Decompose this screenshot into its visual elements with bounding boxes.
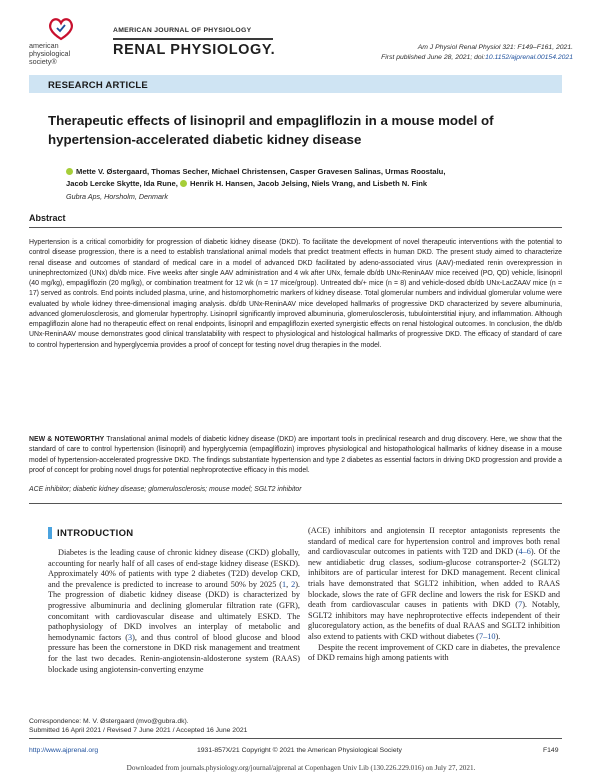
- author-list: [66, 166, 556, 190]
- reference-link[interactable]: 4–6: [518, 547, 531, 557]
- text-run: ). The progression of diabetic kidney disease (DKD) is characterized by progressive albuminuria and declining glomerular filtration rate (GFR), concomitant with cardiovascular disease and ultimately ESKD. The pathophysiology of DKD involves an interplay of metabolic and hemodynamic factors (: [48, 579, 300, 642]
- reference-link[interactable]: 2: [291, 579, 296, 589]
- keywords: ACE inhibitor; diabetic kidney disease; glomerulosclerosis; mouse model; SGLT2 inhibitor: [29, 486, 302, 493]
- article-title: Therapeutic effects of lisinopril and empagliflozin in a mouse model of hypertension-accelerated diabetic kidney disease: [48, 113, 494, 147]
- published-line: [313, 53, 573, 63]
- author-line-1: [66, 166, 556, 178]
- copyright: 1931-857X/21 Copyright © 2021 the American Physiological Society: [197, 747, 402, 754]
- new-noteworthy-text: Translational animal models of diabetic kidney disease (DKD) are important tools in preclinical research and drug discovery. Here, we show that the standard of care to control hypertension (lisinopril) and hyperglycemia (empagliflozin) improves physiological and histopathological hallmarks of kidney disease in a mouse model of hypertension-accelerated progressive DKD. The findings substantiate hypertension and type 2 diabetes as essential factors in driving DKD progression and provide a proof of concept for probing novel drugs for potential nephroprotective efficacy in this model.: [29, 436, 563, 474]
- text-run: Diabetes is the leading cause of chronic kidney disease (CKD) globally, accounting for nearly half of all cases of end-stage kidney disease (ESKD). Approximately 40% of patients with type 2 diabetes (T2D) develop CKD, and the prevalence is predicted to increase to around 50% by 2025 (: [48, 548, 300, 589]
- doi-link[interactable]: 10.1152/ajprenal.00154.2021: [485, 54, 573, 61]
- text-run: ), and thus control of blood glucose and blood pressure has been the cornerstone in DKD risk management and treatment for the last two decades. Renin-angiotensin-aldosterone system (RAAS) blockade using angiotensin-converting enzyme: [48, 632, 300, 674]
- society-name-line: physiological: [29, 49, 71, 59]
- new-noteworthy-label: NEW & NOTEWORTHY: [29, 436, 105, 443]
- abstract-bottom-rule: [29, 503, 562, 504]
- correspondence: Correspondence: M. V. Østergaard (mvo@gubra.dk).: [29, 718, 189, 725]
- reference-link[interactable]: 7–10: [478, 631, 496, 641]
- author-line-2b-text: Henrik H. Hansen, Jacob Jelsing, Niels Vrang, and Lisbeth N. Fink: [189, 179, 428, 188]
- society-name-line: society®: [29, 57, 57, 67]
- author-line-2: [66, 178, 556, 190]
- footer-rule: [29, 738, 562, 739]
- intro-heading: INTRODUCTION: [57, 528, 134, 539]
- author-line-1-text: Mette V. Østergaard, Thomas Secher, Michael Christensen, Casper Gravesen Salinas, Urmas Roostalu,: [76, 167, 446, 176]
- abstract-top-rule: [29, 227, 562, 228]
- intro-paragraph: [308, 526, 560, 643]
- reference-link[interactable]: 3: [128, 632, 133, 642]
- society-name: [29, 42, 91, 67]
- citation-line: Am J Physiol Renal Physiol 321: F149–F161, 2021.: [417, 44, 573, 51]
- journal-divider: [113, 38, 273, 40]
- article-type-label: RESEARCH ARTICLE: [48, 80, 148, 91]
- reference-link[interactable]: 7: [518, 600, 523, 610]
- text-run: ). Notably, SGLT2 inhibitors may have nephroprotective effects independent of their glucoregulatory action, as the benefits of dual RAAS and SGLT2 inhibition also extend to patients with CKD without diabetes (: [308, 600, 560, 641]
- new-noteworthy: [29, 435, 562, 476]
- page-number: F149: [543, 747, 559, 754]
- journal-name: RENAL PHYSIOLOGY.: [113, 42, 276, 58]
- society-name-line: american: [29, 41, 59, 50]
- citation-block: [313, 43, 573, 63]
- published-prefix: First published June 28, 2021; doi:: [381, 54, 486, 61]
- journal-url-link[interactable]: http://www.ajprenal.org: [29, 747, 99, 754]
- submission-dates: Submitted 16 April 2021 / Revised 7 June 2021 / Accepted 16 June 2021: [29, 727, 248, 735]
- intro-paragraph: Despite the recent improvement of CKD care in diabetes, the prevalence of DKD remains high among patients with: [308, 642, 560, 663]
- download-notice: Downloaded from journals.physiology.org/journal/ajprenal at Copenhagen Univ Lib (130.226.229.016) on July 27, 2021.: [126, 764, 476, 772]
- text-run: ).: [495, 631, 501, 641]
- intro-paragraph: [48, 548, 300, 675]
- section-marker: [48, 527, 52, 539]
- body-column-right: [308, 526, 560, 664]
- text-run: ). Of the new antidiabetic drug classes, sodium-glucose cotransporter-2 (SGLT2) inhibitors are of particular interest for DKD management. Recent clinical trials have demonstrated that SGLT2 inhibition, when added to RAAS blockade, slows the rate of GFR decline and lowers the risk for ESKD and death from cardiovascular causes in patients with DKD (: [308, 547, 560, 610]
- author-line-2a-text: Jacob Lercke Skytte, Ida Rune,: [66, 179, 178, 188]
- affiliation: Gubra Aps, Horsholm, Denmark: [66, 192, 168, 201]
- correspondence-block: [29, 717, 247, 735]
- body-column-left: [48, 548, 300, 675]
- journal-name-small: AMERICAN JOURNAL OF PHYSIOLOGY: [113, 27, 252, 34]
- text-run: ,: [286, 579, 292, 589]
- aps-logo-icon: [48, 17, 74, 41]
- reference-link[interactable]: 1: [281, 579, 287, 589]
- abstract-text: Hypertension is a critical comorbidity for progression of diabetic kidney disease (DKD). To facilitate the development of novel therapeutic interventions with the potential to control disease progression, there is a need to establish translational animal models that predict treatment effects in human DKD. The present study aimed to characterize renal disease and outcomes of standard of medical care in a model of advanced DKD facilitated by adeno-associated virus (AAV)-mediated renin overexpression in uninephrectomized (UNx) db/db mice. Five weeks after single AAV administration and 4 wk after UNx, female db/db UNx-ReninAAV mice received (PO, QD) vehicle, lisinopril (40 mg/kg), empagliflozin (20 mg/kg), or combination treatment for 12 wk (n = 17 mice/group). Untreated db/+ mice (n = 8) and vehicle-dosed db/db UNx-LacZAAV mice (n = 17) served as controls. End points included plasma, urine, and histomorphometric markers of kidney disease. Total glomerular numbers and individual glomerular volume were evaluated by whole kidney three-dimensional imaging analysis. db/db UNx-ReninAAV mice developed hallmarks of progressive DKD characterized by severe albuminuria, advanced glomerulosclerosis, and glomerular hypertrophy. Lisinopril significantly improved albuminuria, glomerulosclerosis, tubulointerstitial injury, and inflammation. Although empagliflozin alone had no therapeutic effect on renal endpoints, lisinopril and empagliflozin exerted synergistic effects on renal histological outcomes. In conclusion, the db/db UNx-ReninAAV mouse demonstrates good clinical translatability with respect to physiological and histological hallmarks of progressive DKD. The efficacy of standard of care to control hypertension and hyperglycemia provides a proof of concept for testing novel drug therapies in the model.: [29, 239, 562, 349]
- abstract-heading: Abstract: [29, 213, 66, 223]
- text-run: (ACE) inhibitors and angiotensin II receptor antagonists represents the standard of medical care for hypertension control and improves both renal and cardiovascular outcomes in patients with T2D and DKD (: [308, 526, 560, 557]
- orcid-icon[interactable]: [180, 180, 187, 187]
- orcid-icon[interactable]: [66, 168, 73, 175]
